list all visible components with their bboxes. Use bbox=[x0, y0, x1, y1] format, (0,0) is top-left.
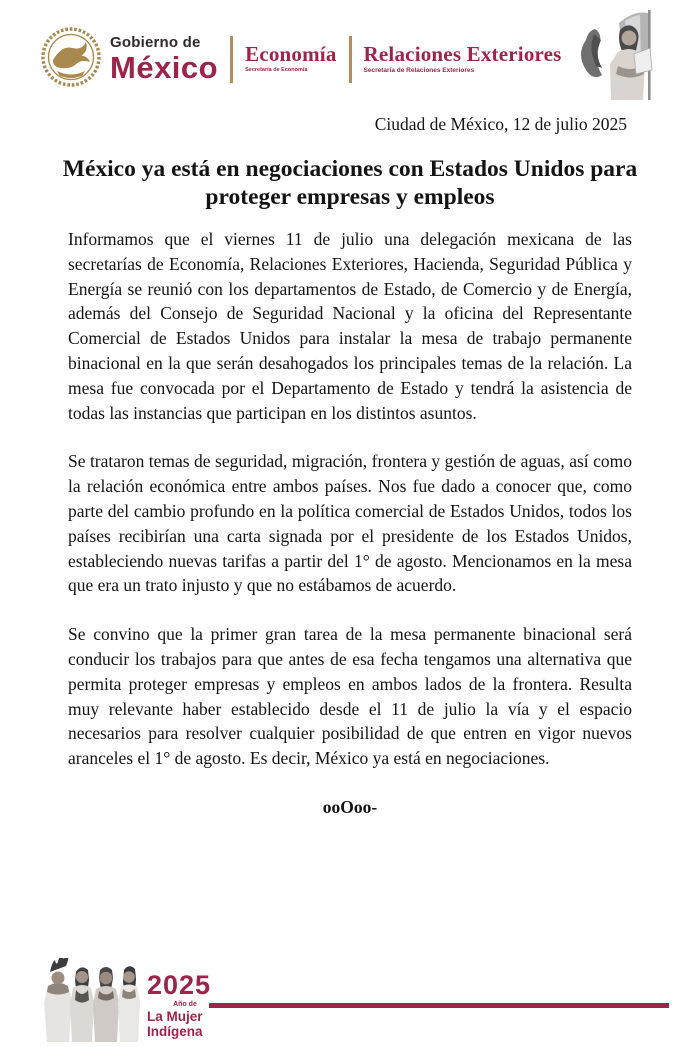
economia-title: Economía bbox=[245, 42, 337, 67]
gold-divider bbox=[349, 36, 352, 83]
page-title: México ya está en negociaciones con Estados Unidos para proteger empresas y empleos bbox=[62, 155, 638, 211]
gold-divider bbox=[230, 36, 233, 83]
economia-subtitle: Secretaría de Economía bbox=[245, 67, 308, 74]
dateline: Ciudad de México, 12 de julio 2025 bbox=[374, 114, 627, 134]
paragraph-1: Informamos que el viernes 11 de julio una delegación mexicana de las secretarías de Economía, Relaciones Exteriores, Hacienda, Seguridad Pública y Energía se reunió con los departamentos de Estado, de Comercio y de Energía, además del Consejo de Seguridad Nacional y la oficina del Representante Comercial de Estados Unidos para instalar la mesa de trabajo permanente binacional en la que serán desahogados los principales temas de la relación. La mesa fue convocada por el Departamento de Estado y tendrá la asistencia de todas las instancias que participan en los distintos asuntos. bbox=[68, 229, 632, 423]
government-header bbox=[40, 10, 674, 108]
year-tagline-small: Año de bbox=[173, 1001, 197, 1008]
year-brand bbox=[147, 972, 211, 1038]
gobierno-wordmark bbox=[110, 35, 218, 83]
year-tagline-line2: Indígena bbox=[147, 1023, 203, 1039]
relaciones-title: Relaciones Exteriores bbox=[363, 41, 562, 66]
eagle-seal-icon bbox=[40, 25, 102, 94]
indigenous-women-icon bbox=[38, 958, 144, 1047]
economia-logo bbox=[245, 44, 336, 74]
footer-rule bbox=[209, 1003, 669, 1008]
gobierno-wordmark-line2: México bbox=[110, 50, 219, 85]
closing-mark: ooOoo- bbox=[322, 796, 378, 817]
document-body bbox=[68, 227, 632, 820]
relaciones-exteriores-logo bbox=[363, 41, 562, 75]
year-tagline-line1: La Mujer bbox=[147, 1009, 203, 1024]
woman-with-flag-icon bbox=[574, 8, 674, 111]
relaciones-subtitle: Secretaría de Relaciones Exteriores bbox=[363, 66, 475, 74]
paragraph-3: Se convino que la primer gran tarea de la mesa permanente binacional será conducir los trabajos para que antes de esa fecha tengamos una alternativa que permita proteger empresas y empleos en ambos lados de la frontera. Resulta muy relevante haber establecido desde el 11 de julio la vía y el espacio necesarios para resolver cualquier posibilidad de que entren en vigor nuevos aranceles el 1° de agosto. Es decir, México ya está en negociaciones. bbox=[68, 624, 632, 769]
gobierno-de-mexico-logo bbox=[40, 25, 218, 94]
paragraph-2: Se trataron temas de seguridad, migración, frontera y gestión de aguas, así como la relación económica entre ambos países. Nos fue dado a conocer que, como parte del cambio profundo en la política comercial de Estados Unidos, todos los países recibirían una carta signada por el presidente de los Estados Unidos, estableciendo nuevas tarifas a partir del 1° de agosto. Mencionamos en la mesa que era un trato injusto y que no estábamos de acuerdo. bbox=[68, 451, 632, 596]
year-2025: 2025 bbox=[147, 970, 212, 1000]
gobierno-wordmark-line1: Gobierno de bbox=[110, 34, 201, 51]
